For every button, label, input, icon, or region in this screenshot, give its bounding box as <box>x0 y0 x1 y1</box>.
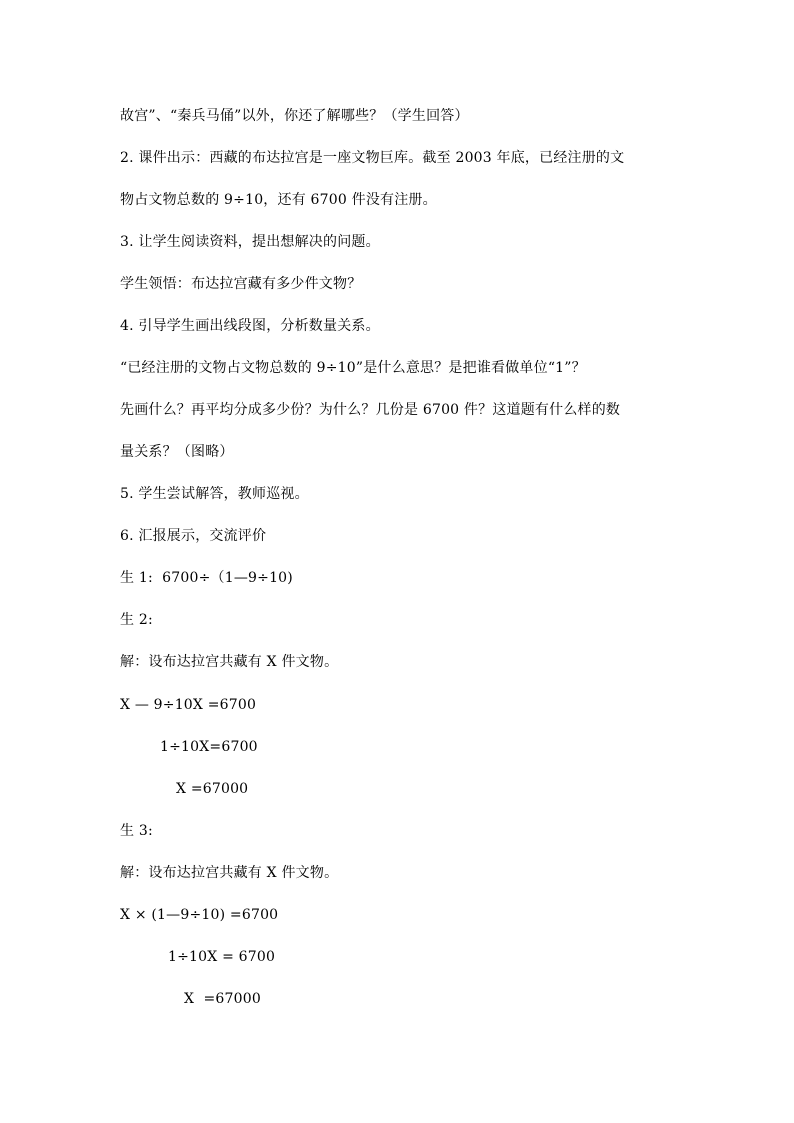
equation-line-3: X =67000 <box>176 781 249 797</box>
text-line-15: 生 3: <box>120 823 153 839</box>
text-line-11: 6. 汇报展示，交流评价 <box>120 528 267 544</box>
text-line-13: 生 2: <box>120 612 153 628</box>
text-line-7: “已经注册的文物占文物总数的 9÷10”是什么意思？是把谁看做单位“1”？ <box>120 360 586 376</box>
text-line-6: 4. 引导学生画出线段图，分析数量关系。 <box>120 318 380 334</box>
text-line-10: 5. 学生尝试解答，教师巡视。 <box>120 486 309 502</box>
text-line-4: 3. 让学生阅读资料，提出想解决的问题。 <box>120 234 380 250</box>
text-line-8: 先画什么？再平均分成多少份？为什么？几份是 6700 件？这道题有什么样的数 <box>120 402 621 418</box>
equation-line-4: X × (1—9÷10) =6700 <box>120 907 279 923</box>
text-line-3: 物占文物总数的 9÷10，还有 6700 件没有注册。 <box>120 192 437 208</box>
text-line-14: 解：设布达拉宫共藏有 X 件文物。 <box>120 654 339 670</box>
equation-line-6: X =67000 <box>184 991 261 1007</box>
equation-line-1: X — 9÷10X =6700 <box>120 697 257 713</box>
text-line-2: 2. 课件出示：西藏的布达拉宫是一座文物巨库。截至 2003 年底，已经注册的文 <box>120 150 625 166</box>
text-line-1: 故宫”、“秦兵马俑”以外，你还了解哪些？（学生回答） <box>120 108 469 124</box>
equation-line-2: 1÷10X=6700 <box>160 739 258 755</box>
text-line-12: 生 1: 6700÷（1—9÷10) <box>120 570 293 586</box>
equation-line-5: 1÷10X = 6700 <box>168 949 276 965</box>
text-line-5: 学生领悟：布达拉宫藏有多少件文物？ <box>120 276 362 292</box>
text-line-16: 解：设布达拉宫共藏有 X 件文物。 <box>120 865 339 881</box>
text-line-9: 量关系？（图略） <box>120 444 234 460</box>
